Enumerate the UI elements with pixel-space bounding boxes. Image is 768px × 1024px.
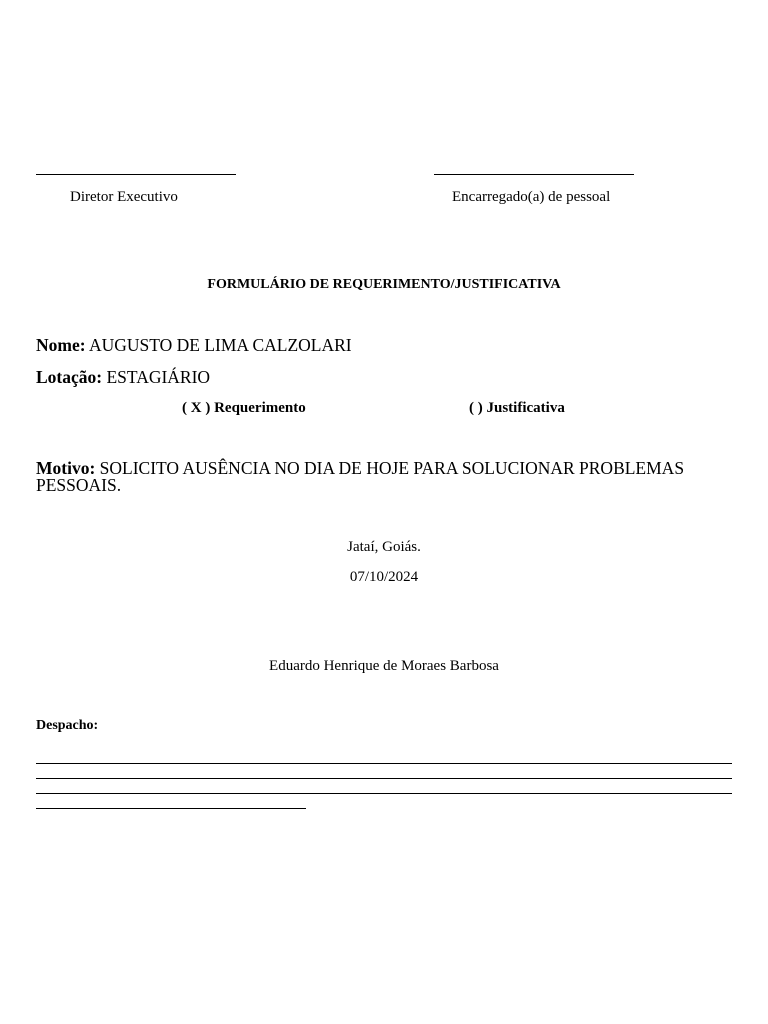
lotacao-label: Lotação: [36, 367, 103, 387]
motivo-label: Motivo: [36, 458, 96, 478]
nome-field [36, 335, 352, 356]
signature-line-director [36, 174, 236, 175]
motivo-field [36, 460, 726, 494]
city-text: Jataí, Goiás. [347, 539, 421, 555]
despacho-line [36, 793, 732, 794]
date-text: 07/10/2024 [349, 569, 419, 585]
director-label: Diretor Executivo [70, 189, 178, 205]
lotacao-value: ESTAGIÁRIO [106, 367, 211, 387]
despacho-line [36, 778, 732, 779]
nome-value: AUGUSTO DE LIMA CALZOLARI [88, 335, 352, 355]
despacho-line [36, 808, 306, 809]
despacho-label: Despacho: [36, 718, 99, 733]
nome-label: Nome: [36, 335, 86, 355]
signature-line-personnel [434, 174, 634, 175]
form-title: FORMULÁRIO DE REQUERIMENTO/JUSTIFICATIVA [207, 277, 561, 292]
lotacao-field [36, 367, 210, 388]
despacho-line [36, 763, 732, 764]
personnel-label: Encarregado(a) de pessoal [452, 189, 611, 205]
option-requerimento: ( X ) Requerimento [182, 400, 306, 416]
motivo-value: SOLICITO AUSÊNCIA NO DIA DE HOJE PARA SOLUCIONAR PROBLEMAS PESSOAIS. [36, 458, 685, 495]
signer-name: Eduardo Henrique de Moraes Barbosa [269, 658, 499, 674]
option-justificativa: ( ) Justificativa [469, 400, 565, 416]
